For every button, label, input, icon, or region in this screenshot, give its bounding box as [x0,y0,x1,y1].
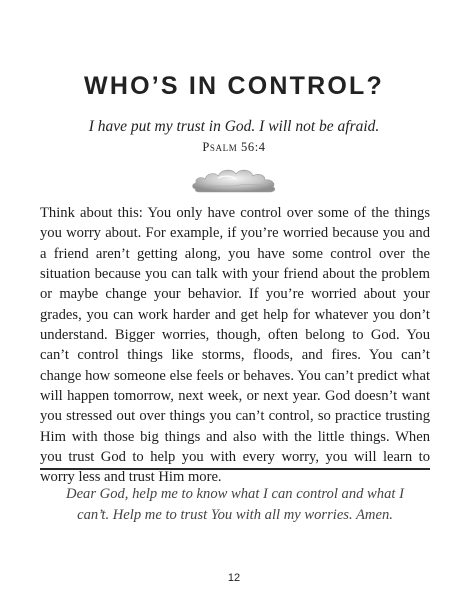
devotional-body-text: Think about this: You only have control over some of the things you worry about. For example, if you’re worried because you and a friend aren’t getting along, you have some control over the situation because you can talk with your friend about the problem or maybe change your behavior. If you’re worried about your grades, you can work harder and get help for whatever you don’t understand. Bigger worries, though, often belong to God. You can’t control things like storms, floods, and fires. You can’t change how someone else feels or behaves. You can’t predict what will happen tomorrow, next week, or next year. God doesn’t want you stressed out over things you can’t control, so practice trusting Him with those big things and also with the little things. When you trust God to help you with every worry, you will learn to worry less and trust Him more. [40,205,430,486]
scripture-reference: Psalm 56:4 [202,140,266,154]
closing-prayer: Dear God, help me to know what I can control and what I can’t. Help me to trust You with all my worries. Amen. [66,486,404,523]
page-title: WHO’S IN CONTROL? [84,72,384,100]
cloud-icon [188,163,282,197]
page-number: 12 [227,572,241,584]
section-divider [40,468,430,470]
scripture-verse: I have put my trust in God. I will not be afraid. [88,118,380,135]
